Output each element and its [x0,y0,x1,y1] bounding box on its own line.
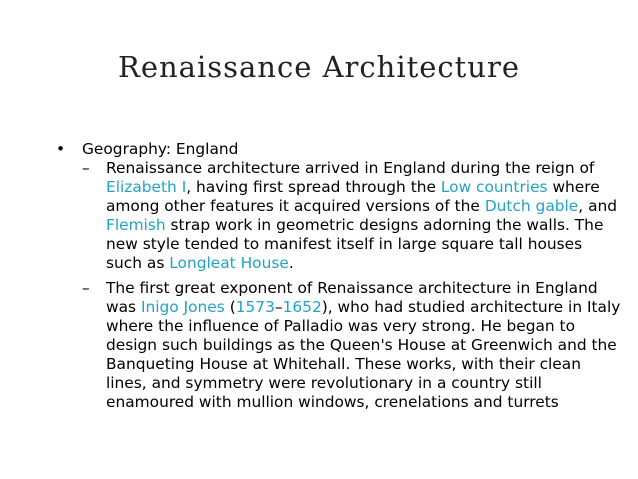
para1-text-6: . [288,254,294,272]
bullet-renaissance-arrival [56,159,621,273]
para2-text-3: – [274,298,283,316]
para1-text-3: where among other features it acquired versions of the [106,178,600,215]
dash-marker: – [82,279,90,297]
para1-text-4: , and [578,197,618,215]
link-low-countries[interactable]: Low countries [440,178,548,196]
link-longleat-house[interactable]: Longleat House [169,254,289,272]
link-dutch-gable[interactable]: Dutch gable [484,197,579,215]
slide-content [56,140,621,418]
slide-title: Renaissance Architecture [118,50,521,84]
para2-text-4: ), who had studied architecture in Italy where the influence of Palladio was very strong. He began to design such buildings as the Queen's House at Greenwich and the Banqueting House at Whitehall. These works, with their clean lines, and symmetry were revolutionary in a country still enamoured with mullion windows, crenelations and turrets [106,298,621,411]
link-1652[interactable]: 1652 [282,298,322,316]
link-1573[interactable]: 1573 [235,298,275,316]
para1-text-1: Renaissance architecture arrived in England during the reign of [106,159,595,177]
para2-text-2: ( [224,298,236,316]
bullet-marker: • [56,140,66,158]
para1-text-2: , having first spread through the [186,178,441,196]
bullet-geography [56,140,621,159]
para2-text-1: The first great exponent of Renaissance architecture in England was [106,279,598,316]
link-elizabeth-i[interactable]: Elizabeth I [106,178,187,196]
bullet-inigo-jones [56,279,621,412]
dash-marker: – [82,159,90,177]
link-flemish[interactable]: Flemish [106,216,166,234]
geography-text: Geography: England [82,140,239,158]
para1-text-5: strap work in geometric designs adorning the walls. The new style tended to manifest itself in large square tall houses such as [106,216,604,272]
link-inigo-jones[interactable]: Inigo Jones [140,298,225,316]
